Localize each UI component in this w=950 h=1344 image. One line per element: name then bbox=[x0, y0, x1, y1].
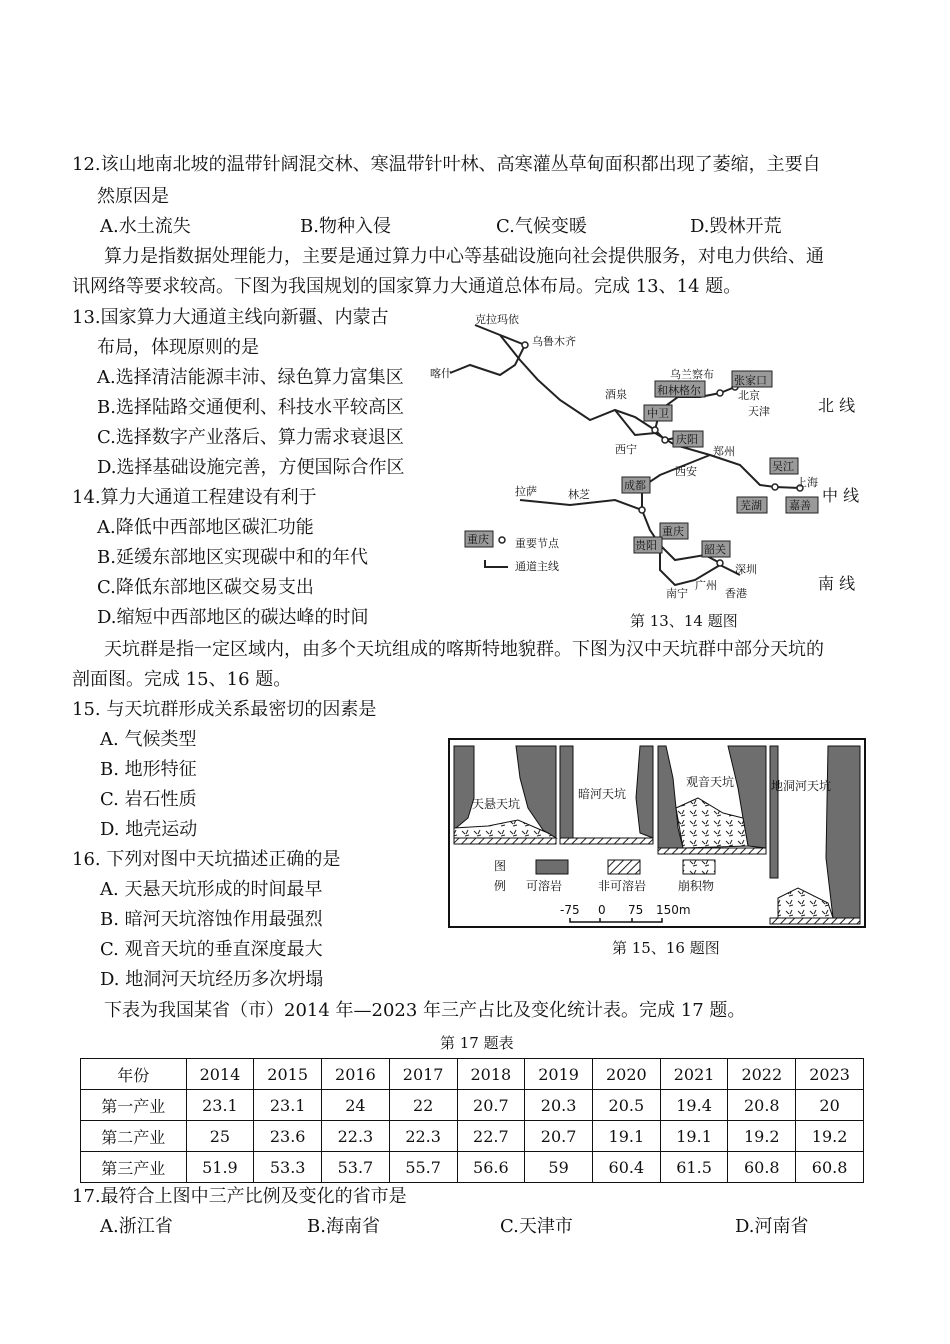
table-cell: 第二产业 bbox=[81, 1121, 187, 1152]
tiankeng-profile-figure bbox=[448, 738, 868, 930]
line-north-label: 北 线 bbox=[818, 396, 856, 415]
q17-option-c: C.天津市 bbox=[500, 1216, 573, 1237]
table-cell: 20.5 bbox=[592, 1090, 660, 1121]
table-header-cell: 2016 bbox=[322, 1059, 390, 1090]
legend-node-sample: 重庆 bbox=[467, 533, 489, 546]
q15-option-d: D. 地壳运动 bbox=[100, 819, 198, 840]
q17-option-b: B.海南省 bbox=[307, 1216, 380, 1237]
label-kashi: 喀什 bbox=[430, 367, 452, 380]
q12-stem-line2: 然原因是 bbox=[97, 186, 169, 207]
q14-option-c: C.降低东部地区碳交易支出 bbox=[97, 577, 314, 598]
table-cell: 19.2 bbox=[728, 1121, 796, 1152]
q13-option-d: D.选择基础设施完善，方便国际合作区 bbox=[97, 457, 405, 478]
table-cell: 24 bbox=[322, 1090, 390, 1121]
pit-label-tianxuan: 天悬天坑 bbox=[472, 797, 521, 811]
node-chongqing bbox=[639, 507, 645, 513]
q15-stem: 15. 与天坑群形成关系最密切的因素是 bbox=[72, 699, 377, 720]
label-shanghai: 上海 bbox=[796, 476, 818, 489]
table-cell: 60.4 bbox=[592, 1152, 660, 1183]
node-qingyang bbox=[662, 437, 668, 443]
table-header-cell: 2023 bbox=[796, 1059, 864, 1090]
profile-caption: 第 15、16 题图 bbox=[612, 939, 720, 957]
scale-tick-150: 150m bbox=[656, 903, 691, 917]
table-cell: 20.7 bbox=[525, 1121, 593, 1152]
table-cell: 20.7 bbox=[457, 1090, 525, 1121]
legend-debris-swatch bbox=[683, 860, 715, 874]
node-shenzhen bbox=[717, 560, 723, 566]
table-cell: 20.3 bbox=[525, 1090, 593, 1121]
q15-option-a: A. 气候类型 bbox=[100, 729, 197, 750]
q12-stem-line1: 12.该山地南北坡的温带针阔混交林、寒温带针叶林、高寒灌丛草甸面积都出现了萎缩，主要自 bbox=[72, 154, 821, 175]
map-line-mid bbox=[642, 455, 710, 510]
q16-stem: 16. 下列对图中天坑描述正确的是 bbox=[72, 849, 341, 870]
table-header-cell: 2019 bbox=[525, 1059, 593, 1090]
intro15-line2: 剖面图。完成 15、16 题。 bbox=[72, 669, 292, 690]
q13-stem-line2: 布局，体现原则的是 bbox=[97, 337, 259, 358]
table-row bbox=[81, 1121, 864, 1152]
label-jiashan: 嘉善 bbox=[789, 499, 811, 512]
legend-title-2: 例 bbox=[494, 879, 507, 893]
node-zhongwei bbox=[652, 427, 658, 433]
legend-soluble-swatch bbox=[536, 860, 568, 874]
label-shaoguan: 韶关 bbox=[704, 543, 726, 556]
label-guiyang: 贵阳 bbox=[635, 539, 657, 552]
q14-option-a: A.降低中西部地区碳汇功能 bbox=[97, 517, 314, 538]
q13-option-c: C.选择数字产业落后、算力需求衰退区 bbox=[97, 427, 404, 448]
table-row bbox=[81, 1152, 864, 1183]
q16-option-d: D. 地洞河天坑经历多次坍塌 bbox=[100, 969, 324, 990]
legend-soluble-label: 可溶岩 bbox=[526, 879, 563, 893]
table-cell: 25 bbox=[186, 1121, 254, 1152]
table-header-cell: 2014 bbox=[186, 1059, 254, 1090]
q12-option-d: D.毁林开荒 bbox=[690, 216, 782, 237]
table-cell: 60.8 bbox=[796, 1152, 864, 1183]
intro17: 下表为我国某省（市）2014 年—2023 年三产占比及变化统计表。完成 17 题。 bbox=[104, 1000, 746, 1021]
table-cell: 22.7 bbox=[457, 1121, 525, 1152]
q15-option-b: B. 地形特征 bbox=[100, 759, 197, 780]
q13-option-b: B.选择陆路交通便利、科技水平较高区 bbox=[97, 397, 404, 418]
table-caption: 第 17 题表 bbox=[440, 1034, 514, 1052]
q12-option-a: A.水土流失 bbox=[100, 216, 191, 237]
table-header-cell: 2017 bbox=[389, 1059, 457, 1090]
label-wujiang: 吴江 bbox=[772, 460, 794, 473]
legend-node-label: 重要节点 bbox=[515, 537, 559, 550]
table-header-cell: 2022 bbox=[728, 1059, 796, 1090]
label-urumqi: 乌鲁木齐 bbox=[532, 335, 576, 348]
table-cell: 第一产业 bbox=[81, 1090, 187, 1121]
q16-option-a: A. 天悬天坑形成的时间最早 bbox=[100, 879, 323, 900]
label-tianjin: 天津 bbox=[748, 405, 770, 418]
label-beijing: 北京 bbox=[738, 389, 760, 402]
label-zhengzhou: 郑州 bbox=[713, 445, 735, 458]
q17-stem: 17.最符合上图中三产比例及变化的省市是 bbox=[72, 1186, 407, 1207]
intro15-line1: 天坑群是指一定区域内，由多个天坑组成的喀斯特地貌群。下图为汉中天坑群中部分天坑的 bbox=[104, 639, 824, 660]
q13-option-a: A.选择清洁能源丰沛、绿色算力富集区 bbox=[97, 367, 404, 388]
label-zhongwei: 中卫 bbox=[647, 407, 669, 420]
label-lhasa: 拉萨 bbox=[515, 485, 537, 498]
table-row bbox=[81, 1090, 864, 1121]
q16-option-b: B. 暗河天坑溶蚀作用最强烈 bbox=[100, 909, 323, 930]
q16-option-c: C. 观音天坑的垂直深度最大 bbox=[100, 939, 323, 960]
legend-insoluble-swatch bbox=[608, 860, 640, 874]
table-cell: 55.7 bbox=[389, 1152, 457, 1183]
legend-debris-label: 崩积物 bbox=[678, 879, 715, 893]
label-shenzhen: 深圳 bbox=[735, 563, 757, 576]
table-cell: 19.2 bbox=[796, 1121, 864, 1152]
q14-option-d: D.缩短中西部地区的碳达峰的时间 bbox=[97, 607, 369, 628]
label-nyingchi: 林芝 bbox=[568, 488, 590, 501]
industry-share-table bbox=[80, 1058, 864, 1183]
table-cell: 19.1 bbox=[660, 1121, 728, 1152]
label-kelamayi: 克拉玛依 bbox=[475, 313, 519, 326]
table-cell: 22.3 bbox=[389, 1121, 457, 1152]
intro13-line1: 算力是指数据处理能力，主要是通过算力中心等基础设施向社会提供服务，对电力供给、通 bbox=[104, 246, 824, 267]
label-zhangjiakou: 张家口 bbox=[734, 374, 767, 387]
table-cell: 53.3 bbox=[254, 1152, 322, 1183]
q12-option-c: C.气候变暖 bbox=[496, 216, 587, 237]
table-cell: 19.1 bbox=[592, 1121, 660, 1152]
table-cell: 59 bbox=[525, 1152, 593, 1183]
label-wuhu: 芜湖 bbox=[740, 499, 762, 512]
label-hongkong: 香港 bbox=[725, 587, 747, 600]
label-hohhot: 和林格尔 bbox=[657, 384, 701, 397]
table-cell: 20.8 bbox=[728, 1090, 796, 1121]
table-cell: 20 bbox=[796, 1090, 864, 1121]
label-jiuquan: 酒泉 bbox=[605, 388, 627, 401]
q17-option-d: D.河南省 bbox=[735, 1216, 809, 1237]
q17-option-a: A.浙江省 bbox=[100, 1216, 173, 1237]
scale-tick-neg75: -75 bbox=[560, 903, 580, 917]
label-chengdu: 成都 bbox=[624, 479, 646, 492]
table-header-cell: 2021 bbox=[660, 1059, 728, 1090]
table-header-cell: 2018 bbox=[457, 1059, 525, 1090]
label-guangzhou: 广州 bbox=[695, 579, 717, 592]
legend-node-icon bbox=[499, 537, 505, 543]
q14-stem: 14.算力大通道工程建设有利于 bbox=[72, 487, 317, 508]
legend-title-1: 图 bbox=[494, 859, 507, 873]
table-header-row bbox=[81, 1059, 864, 1090]
node-urumqi bbox=[522, 342, 528, 348]
table-cell: 23.1 bbox=[186, 1090, 254, 1121]
table-header-cell: 年份 bbox=[81, 1059, 187, 1090]
table-header-cell: 2015 bbox=[254, 1059, 322, 1090]
pit-label-guanyin: 观音天坑 bbox=[686, 775, 735, 789]
table-cell: 53.7 bbox=[322, 1152, 390, 1183]
intro13-line2: 讯网络等要求较高。下图为我国规划的国家算力大通道总体布局。完成 13、14 题。 bbox=[72, 276, 742, 297]
map-caption: 第 13、14 题图 bbox=[630, 612, 738, 630]
table-cell: 51.9 bbox=[186, 1152, 254, 1183]
table-cell: 56.6 bbox=[457, 1152, 525, 1183]
legend-line-icon bbox=[485, 560, 508, 567]
table-cell: 23.6 bbox=[254, 1121, 322, 1152]
label-qingyang: 庆阳 bbox=[676, 433, 698, 446]
node-beijing bbox=[717, 390, 723, 396]
q13-stem-line1: 13.国家算力大通道主线向新疆、内蒙古 bbox=[72, 307, 389, 328]
q15-option-c: C. 岩石性质 bbox=[100, 789, 197, 810]
q14-option-b: B.延缓东部地区实现碳中和的年代 bbox=[97, 547, 368, 568]
table-cell: 第三产业 bbox=[81, 1152, 187, 1183]
legend-insoluble-label: 非可溶岩 bbox=[598, 879, 647, 893]
label-chongqing: 重庆 bbox=[662, 525, 684, 538]
scale-tick-0: 0 bbox=[598, 903, 606, 917]
map-line-west bbox=[450, 325, 525, 375]
label-wulanchabu: 乌兰察布 bbox=[670, 368, 714, 381]
scale-tick-75: 75 bbox=[628, 903, 644, 917]
legend-line-label: 通道主线 bbox=[515, 560, 559, 573]
line-south-label: 南 线 bbox=[818, 574, 856, 593]
line-middle-label: 中 线 bbox=[822, 486, 860, 505]
table-cell: 23.1 bbox=[254, 1090, 322, 1121]
q12-option-b: B.物种入侵 bbox=[300, 216, 391, 237]
pit-label-anhe: 暗河天坑 bbox=[578, 787, 627, 801]
pit-label-didonghe: 地洞河天坑 bbox=[771, 779, 832, 793]
table-cell: 22 bbox=[389, 1090, 457, 1121]
table-cell: 19.4 bbox=[660, 1090, 728, 1121]
table-cell: 60.8 bbox=[728, 1152, 796, 1183]
label-nanning: 南宁 bbox=[666, 587, 688, 600]
table-cell: 22.3 bbox=[322, 1121, 390, 1152]
table-cell: 61.5 bbox=[660, 1152, 728, 1183]
table-header-cell: 2020 bbox=[592, 1059, 660, 1090]
label-xian: 西安 bbox=[675, 465, 697, 478]
node-wujiang bbox=[772, 484, 778, 490]
computing-corridor-map bbox=[420, 305, 890, 605]
label-xining: 西宁 bbox=[615, 443, 637, 456]
